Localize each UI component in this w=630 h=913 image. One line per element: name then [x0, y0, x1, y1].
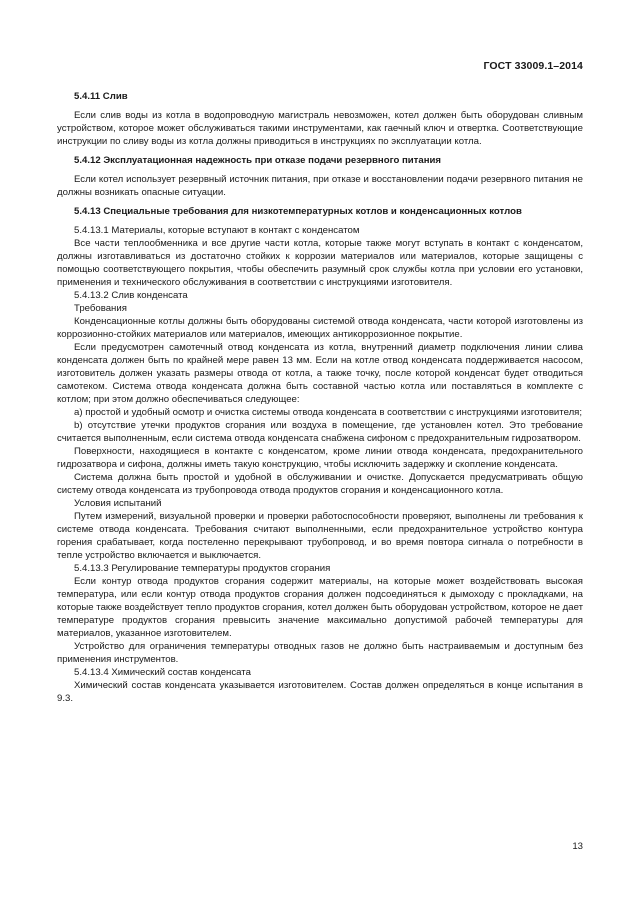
subsection-5-4-13-2-paragraph-3: Поверхности, находящиеся в контакте с конденсатом, кроме линии отвода конденсата, предохранительного гидрозатвора и сифона, должны иметь такую конструкцию, чтобы исключить задержку и скопление конденсата. — [57, 446, 583, 470]
subsection-5-4-13-2-paragraph-1: Конденсационные котлы должны быть оборудованы системой отвода конденсата, части которой изготовлены из коррозионно-стойких материалов или материалов, имеющих антикоррозионное покрытие. — [57, 316, 583, 340]
list-item-b: b) отсутствие утечки продуктов сгорания или воздуха в помещение, где установлен котел. Это требование считается выполненным, если система отвода конденсата снабжена сифоном с предохранительным гидрозатвором. — [57, 420, 583, 444]
test-conditions-label: Условия испытаний — [74, 498, 162, 509]
subsection-5-4-13-3-paragraph-2: Устройство для ограничения температуры отводных газов не должно быть настраиваемым и доступным без применения инструментов. — [57, 641, 583, 665]
subsection-5-4-13-2-paragraph-5: Путем измерений, визуальной проверки и проверки работоспособности проверяют, выполнены ли требования к системе отвода конденсата. Требования считают выполненными, если предохранительное устройство контура горения срабатывает, когда постеленно перекрывают трубопровод, и во время повтора сигнала о потребности в тепле устройство включается и выключается. — [57, 511, 583, 561]
subsection-5-4-13-3-title: 5.4.13.3 Регулирование температуры продуктов сгорания — [74, 563, 331, 574]
section-5-4-12-heading: 5.4.12 Эксплуатационная надежность при отказе подачи резервного питания — [74, 155, 441, 166]
section-5-4-13-heading: 5.4.13 Специальные требования для низкотемпературных котлов и конденсационных котлов — [74, 206, 522, 217]
section-5-4-11-heading: 5.4.11 Слив — [74, 91, 128, 102]
section-5-4-11-paragraph: Если слив воды из котла в водопроводную магистраль невозможен, котел должен быть оборудован сливным устройством, которое может обслуживаться такими инструментами, как гаечный ключ и отвертка. Соответствующие инструкции по сливу воды из котла должны приводиться в инструкциях по эксплуатации котла. — [57, 110, 583, 147]
section-5-4-12-paragraph: Если котел использует резервный источник питания, при отказе и восстановлении подачи резервного питания не должны возникать опасные ситуации. — [57, 174, 583, 198]
subsection-5-4-13-2-paragraph-4: Система должна быть простой и удобной в обслуживании и очистке. Допускается предусматривать общую систему отвода конденсата из трубопровода отвода продуктов сгорания и конденсационного котла. — [57, 472, 583, 496]
subsection-5-4-13-2-title: 5.4.13.2 Слив конденсата — [74, 290, 188, 301]
subsection-5-4-13-4-paragraph: Химический состав конденсата указывается изготовителем. Состав должен определяться в конце испытания в 9.3. — [57, 680, 583, 704]
subsection-5-4-13-1-paragraph: Все части теплообменника и все другие части котла, которые также могут вступать в контакт с конденсатом, должны изготавливаться из достаточно стойких к коррозии материалов или материалов, которые защищены с помощью соответствующего покрытия, чтобы обеспечить разумный срок службы котла при условии его установки, применения и технического обслуживания в соответствии с инструкциями изготовителя. — [57, 238, 583, 288]
subsection-5-4-13-1-title: 5.4.13.1 Материалы, которые вступают в контакт с конденсатом — [74, 225, 360, 236]
document-code: ГОСТ 33009.1–2014 — [483, 60, 583, 72]
subsection-5-4-13-4-title: 5.4.13.4 Химический состав конденсата — [74, 667, 251, 678]
page-number: 13 — [572, 841, 583, 852]
subsection-5-4-13-2-paragraph-2: Если предусмотрен самотечный отвод конденсата из котла, внутренний диаметр подключения линии слива конденсата должен быть по крайней мере равен 13 мм. Если на котле отвод конденсата поддерживается насосом, изготовитель должен указать размеры отвода от котла, а также точку, после которой конденсат будет отводиться самотеком. Система отвода конденсата должна быть составной частью котла или поставляться в комплекте с котлом; при этом должно обеспечиваться следующее: — [57, 342, 583, 405]
document-body — [57, 90, 583, 705]
subsection-5-4-13-3-paragraph-1: Если контур отвода продуктов сгорания содержит материалы, на которые может воздействовать высокая температура, или если контур отвода продуктов сгорания должен подсоединяться к дымоходу с прокладками, на которые также воздействует тепло продуктов сгорания, котел должен быть оборудован устройством, которое не дает температуре продуктов сгорания превысить значение максимально допустимой рабочей температуры для материалов, указанное изготовителем. — [57, 576, 583, 639]
requirements-label: Требования — [74, 303, 127, 314]
list-item-a: a) простой и удобный осмотр и очистка системы отвода конденсата в соответствии с инструкциями изготовителя; — [74, 407, 583, 418]
